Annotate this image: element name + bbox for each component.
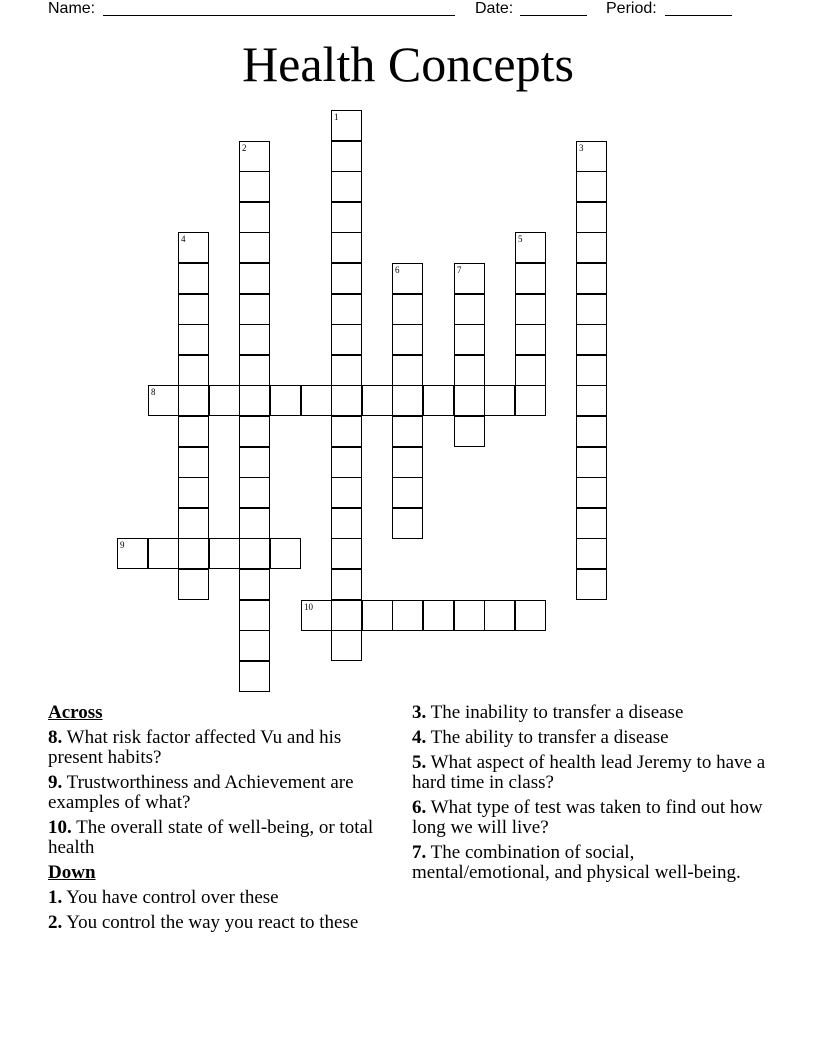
date-label: Date: [475,0,514,17]
grid-cell[interactable] [331,447,362,478]
clue-text: What aspect of health lead Jeremy to have a hard time in class? [412,752,766,793]
grid-cell[interactable] [392,416,423,447]
cell-number: 6 [395,265,400,275]
grid-cell[interactable] [239,569,270,600]
grid-cell[interactable] [239,538,270,569]
grid-cell[interactable] [392,263,423,294]
grid-cell[interactable] [454,385,485,416]
grid-cell[interactable] [392,508,423,539]
grid-cell[interactable] [454,263,485,294]
grid-cell[interactable] [576,294,607,325]
grid-cell[interactable] [515,294,546,325]
clue-text: What risk factor affected Vu and his present habits? [48,727,342,768]
grid-cell[interactable] [178,355,209,386]
clue-down-1 [48,888,388,908]
clue-number: 10. [48,817,72,838]
clue-text: What type of test was taken to find out how long we will live? [412,797,763,838]
grid-cell[interactable] [178,385,209,416]
grid-cell[interactable] [178,294,209,325]
grid-cell[interactable] [392,385,423,416]
grid-cell[interactable] [454,416,485,447]
grid-cell[interactable] [576,141,607,172]
grid-cell[interactable] [515,600,546,631]
clue-number: 5. [412,752,427,773]
grid-cell[interactable] [331,538,362,569]
clue-text: Trustworthiness and Achievement are examples of what? [48,772,354,813]
grid-cell[interactable] [515,385,546,416]
grid-cell[interactable] [331,630,362,661]
clue-number: 1. [48,887,63,908]
grid-cell[interactable] [576,508,607,539]
cell-number: 9 [120,540,125,550]
grid-cell[interactable] [576,477,607,508]
grid-cell[interactable] [331,141,362,172]
grid-cell[interactable] [239,508,270,539]
grid-cell[interactable] [301,600,332,631]
clue-text: The inability to transfer a disease [430,702,684,723]
grid-cell[interactable] [148,385,179,416]
grid-cell[interactable] [209,385,240,416]
clue-down-6 [412,798,772,838]
clue-text: The ability to transfer a disease [430,727,669,748]
grid-cell[interactable] [270,538,301,569]
clue-across-10 [48,818,388,858]
grid-cell[interactable] [178,508,209,539]
clue-text: The overall state of well-being, or total health [48,817,374,858]
clue-number: 2. [48,912,63,933]
cell-number: 3 [579,143,584,153]
clue-number: 8. [48,727,63,748]
cell-number: 10 [304,602,313,612]
grid-cell[interactable] [331,202,362,233]
grid-cell[interactable] [178,324,209,355]
page-title: Health Concepts [242,36,574,92]
clue-number: 9. [48,772,63,793]
grid-cell[interactable] [239,232,270,263]
grid-cell[interactable] [515,232,546,263]
grid-cell[interactable] [148,538,179,569]
grid-cell[interactable] [515,324,546,355]
grid-cell[interactable] [270,385,301,416]
clue-number: 6. [412,797,427,818]
cell-number: 4 [181,234,186,244]
grid-cell[interactable] [178,416,209,447]
grid-cell[interactable] [239,171,270,202]
grid-cell[interactable] [178,263,209,294]
grid-cell[interactable] [331,324,362,355]
grid-cell[interactable] [576,232,607,263]
grid-cell[interactable] [239,477,270,508]
cell-number: 5 [518,234,523,244]
grid-cell[interactable] [576,171,607,202]
grid-cell[interactable] [301,385,332,416]
grid-cell[interactable] [331,600,362,631]
clue-number: 3. [412,702,427,723]
clue-down-2 [48,913,388,933]
grid-cell[interactable] [117,538,148,569]
grid-cell[interactable] [178,447,209,478]
grid-cell[interactable] [576,569,607,600]
grid-cell[interactable] [331,355,362,386]
grid-cell[interactable] [392,600,423,631]
cell-number: 7 [457,265,462,275]
grid-cell[interactable] [239,385,270,416]
grid-cell[interactable] [239,355,270,386]
grid-cell[interactable] [454,600,485,631]
grid-cell[interactable] [454,355,485,386]
grid-cell[interactable] [576,538,607,569]
clue-across-8 [48,728,388,768]
cell-number: 1 [334,112,339,122]
grid-cell[interactable] [392,294,423,325]
grid-cell[interactable] [392,477,423,508]
grid-cell[interactable] [331,263,362,294]
grid-cell[interactable] [178,232,209,263]
grid-cell[interactable] [576,416,607,447]
grid-cell[interactable] [576,263,607,294]
clue-text: The combination of social, mental/emotional, and physical well-being. [412,842,741,883]
clue-down-3 [412,703,772,723]
clue-down-4 [412,728,772,748]
clue-number: 7. [412,842,427,863]
grid-cell[interactable] [362,385,393,416]
grid-cell[interactable] [331,110,362,141]
clues-column-right [412,703,772,888]
grid-cell[interactable] [178,538,209,569]
grid-cell[interactable] [454,324,485,355]
grid-cell[interactable] [576,355,607,386]
grid-cell[interactable] [362,600,393,631]
grid-cell[interactable] [331,416,362,447]
grid-cell[interactable] [423,600,454,631]
grid-cell[interactable] [239,141,270,172]
grid-cell[interactable] [515,263,546,294]
grid-cell[interactable] [484,385,515,416]
grid-cell[interactable] [331,232,362,263]
grid-cell[interactable] [239,202,270,233]
grid-cell[interactable] [576,447,607,478]
grid-cell[interactable] [423,385,454,416]
grid-cell[interactable] [331,171,362,202]
grid-cell[interactable] [209,538,240,569]
grid-cell[interactable] [484,600,515,631]
grid-cell[interactable] [331,508,362,539]
cell-number: 8 [151,387,156,397]
grid-cell[interactable] [454,294,485,325]
clue-across-9 [48,773,388,813]
grid-cell[interactable] [239,263,270,294]
period-label: Period: [606,0,657,17]
grid-cell[interactable] [392,324,423,355]
grid-cell[interactable] [392,355,423,386]
clues-column-left [48,703,388,938]
grid-cell[interactable] [331,294,362,325]
grid-cell[interactable] [178,477,209,508]
clue-text: You control the way you react to these [66,912,359,933]
clue-number: 4. [412,727,427,748]
grid-cell[interactable] [239,294,270,325]
grid-cell[interactable] [331,385,362,416]
grid-cell[interactable] [178,569,209,600]
across-heading: Across [48,702,103,723]
grid-cell[interactable] [576,202,607,233]
clue-down-7 [412,843,772,883]
grid-cell[interactable] [392,447,423,478]
grid-cell[interactable] [239,416,270,447]
grid-cell[interactable] [239,661,270,692]
grid-cell[interactable] [331,477,362,508]
down-heading: Down [48,862,96,883]
clue-down-5 [412,753,772,793]
grid-cell[interactable] [239,630,270,661]
name-label: Name: [48,0,96,17]
grid-cell[interactable] [239,600,270,631]
grid-cell[interactable] [331,569,362,600]
clue-text: You have control over these [66,887,279,908]
grid-cell[interactable] [576,324,607,355]
grid-cell[interactable] [239,324,270,355]
cell-number: 2 [242,143,247,153]
grid-cell[interactable] [239,447,270,478]
grid-cell[interactable] [576,385,607,416]
grid-cell[interactable] [515,355,546,386]
